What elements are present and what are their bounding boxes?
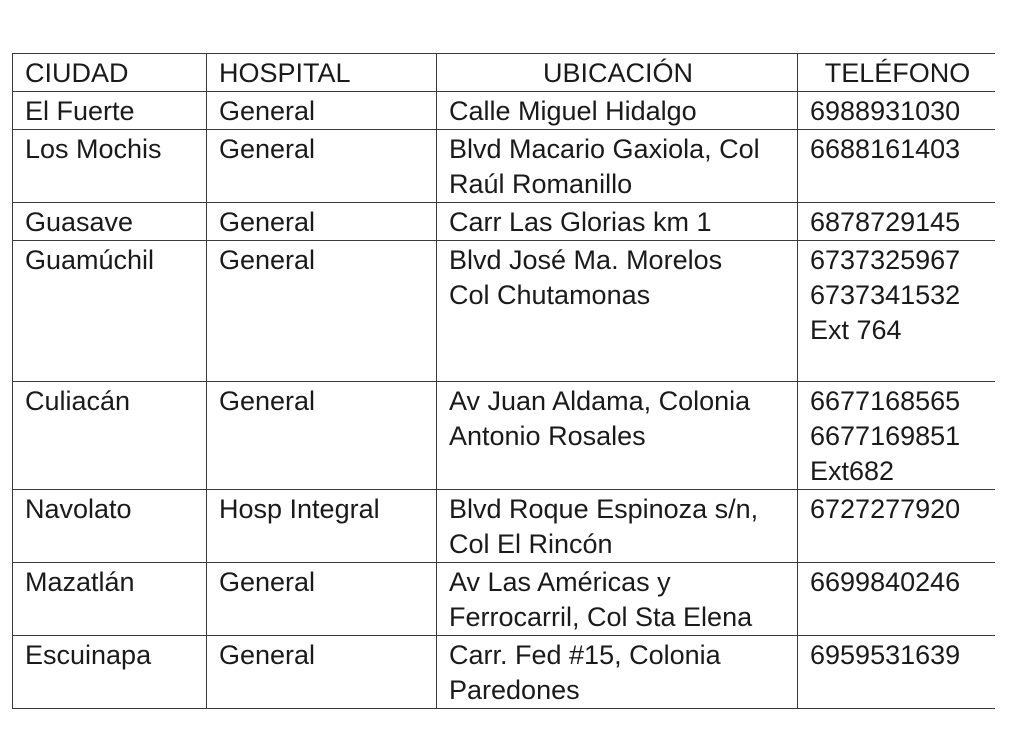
- table-row: [13, 203, 996, 241]
- telefono-extension: Ext 764: [810, 315, 902, 345]
- ubicacion-line: Carr Las Glorias km 1: [449, 207, 712, 237]
- table-row: [13, 382, 996, 490]
- telefono-line: 6737341532: [810, 280, 961, 310]
- table-row: [13, 636, 996, 709]
- telefono-line: 6677169851: [810, 421, 961, 451]
- cell-ubicacion: [437, 490, 798, 563]
- cell-hospital: General: [207, 382, 437, 490]
- cell-ciudad: Navolato: [13, 490, 207, 563]
- hospital-table-container: [12, 53, 995, 709]
- cell-ciudad: El Fuerte: [13, 92, 207, 130]
- ubicacion-line: Av Las Américas y: [449, 567, 671, 597]
- cell-ubicacion: [437, 203, 798, 241]
- cell-telefono: [798, 203, 996, 241]
- telefono-line: 6737325967: [810, 245, 961, 275]
- telefono-line: 6959531639: [810, 640, 961, 670]
- header-telefono: TELÉFONO: [798, 54, 996, 92]
- cell-telefono: [798, 130, 996, 203]
- cell-ubicacion: [437, 130, 798, 203]
- ubicacion-line: Col El Rincón: [449, 529, 613, 559]
- ubicacion-line: Col Chutamonas: [449, 280, 651, 310]
- header-ubicacion: UBICACIÓN: [437, 54, 798, 92]
- telefono-line: 6878729145: [810, 207, 961, 237]
- table-row: [13, 130, 996, 203]
- ubicacion-line: Calle Miguel Hidalgo: [449, 96, 697, 126]
- cell-hospital: General: [207, 636, 437, 709]
- telefono-line: 6688161403: [810, 134, 961, 164]
- cell-ciudad: Escuinapa: [13, 636, 207, 709]
- cell-telefono: [798, 563, 996, 636]
- cell-ciudad: Mazatlán: [13, 563, 207, 636]
- cell-telefono: [798, 382, 996, 490]
- telefono-extension: Ext682: [810, 456, 895, 486]
- cell-ubicacion: [437, 563, 798, 636]
- ubicacion-line: Raúl Romanillo: [449, 169, 633, 199]
- cell-ciudad: Guasave: [13, 203, 207, 241]
- telefono-line: 6677168565: [810, 386, 961, 416]
- cell-hospital: Hosp Integral: [207, 490, 437, 563]
- cell-telefono: [798, 490, 996, 563]
- cell-ubicacion: [437, 636, 798, 709]
- cell-hospital: General: [207, 241, 437, 382]
- table-row: [13, 92, 996, 130]
- table-row: [13, 490, 996, 563]
- cell-hospital: General: [207, 92, 437, 130]
- ubicacion-line: Ferrocarril, Col Sta Elena: [449, 602, 753, 632]
- cell-ciudad: Culiacán: [13, 382, 207, 490]
- ubicacion-line: Paredones: [449, 675, 580, 705]
- cell-hospital: General: [207, 203, 437, 241]
- ubicacion-line: Blvd Roque Espinoza s/n,: [449, 494, 759, 524]
- ubicacion-line: Av Juan Aldama, Colonia: [449, 386, 751, 416]
- cell-ubicacion: [437, 382, 798, 490]
- hospital-table: [12, 53, 995, 709]
- cell-telefono: [798, 241, 996, 382]
- telefono-line: 6699840246: [810, 567, 961, 597]
- table-header-row: [13, 54, 996, 92]
- ubicacion-line: Blvd José Ma. Morelos: [449, 245, 723, 275]
- cell-ubicacion: [437, 92, 798, 130]
- table-row: [13, 241, 996, 382]
- ubicacion-line: Antonio Rosales: [449, 421, 646, 451]
- table-row: [13, 563, 996, 636]
- cell-hospital: General: [207, 563, 437, 636]
- ubicacion-line: Blvd Macario Gaxiola, Col: [449, 134, 760, 164]
- cell-ciudad: Guamúchil: [13, 241, 207, 382]
- cell-ciudad: Los Mochis: [13, 130, 207, 203]
- telefono-line: 6988931030: [810, 96, 961, 126]
- header-ciudad: CIUDAD: [13, 54, 207, 92]
- cell-telefono: [798, 92, 996, 130]
- ubicacion-line: Carr. Fed #15, Colonia: [449, 640, 721, 670]
- cell-hospital: General: [207, 130, 437, 203]
- header-hospital: HOSPITAL: [207, 54, 437, 92]
- cell-ubicacion: [437, 241, 798, 382]
- telefono-line: 6727277920: [810, 494, 961, 524]
- cell-telefono: [798, 636, 996, 709]
